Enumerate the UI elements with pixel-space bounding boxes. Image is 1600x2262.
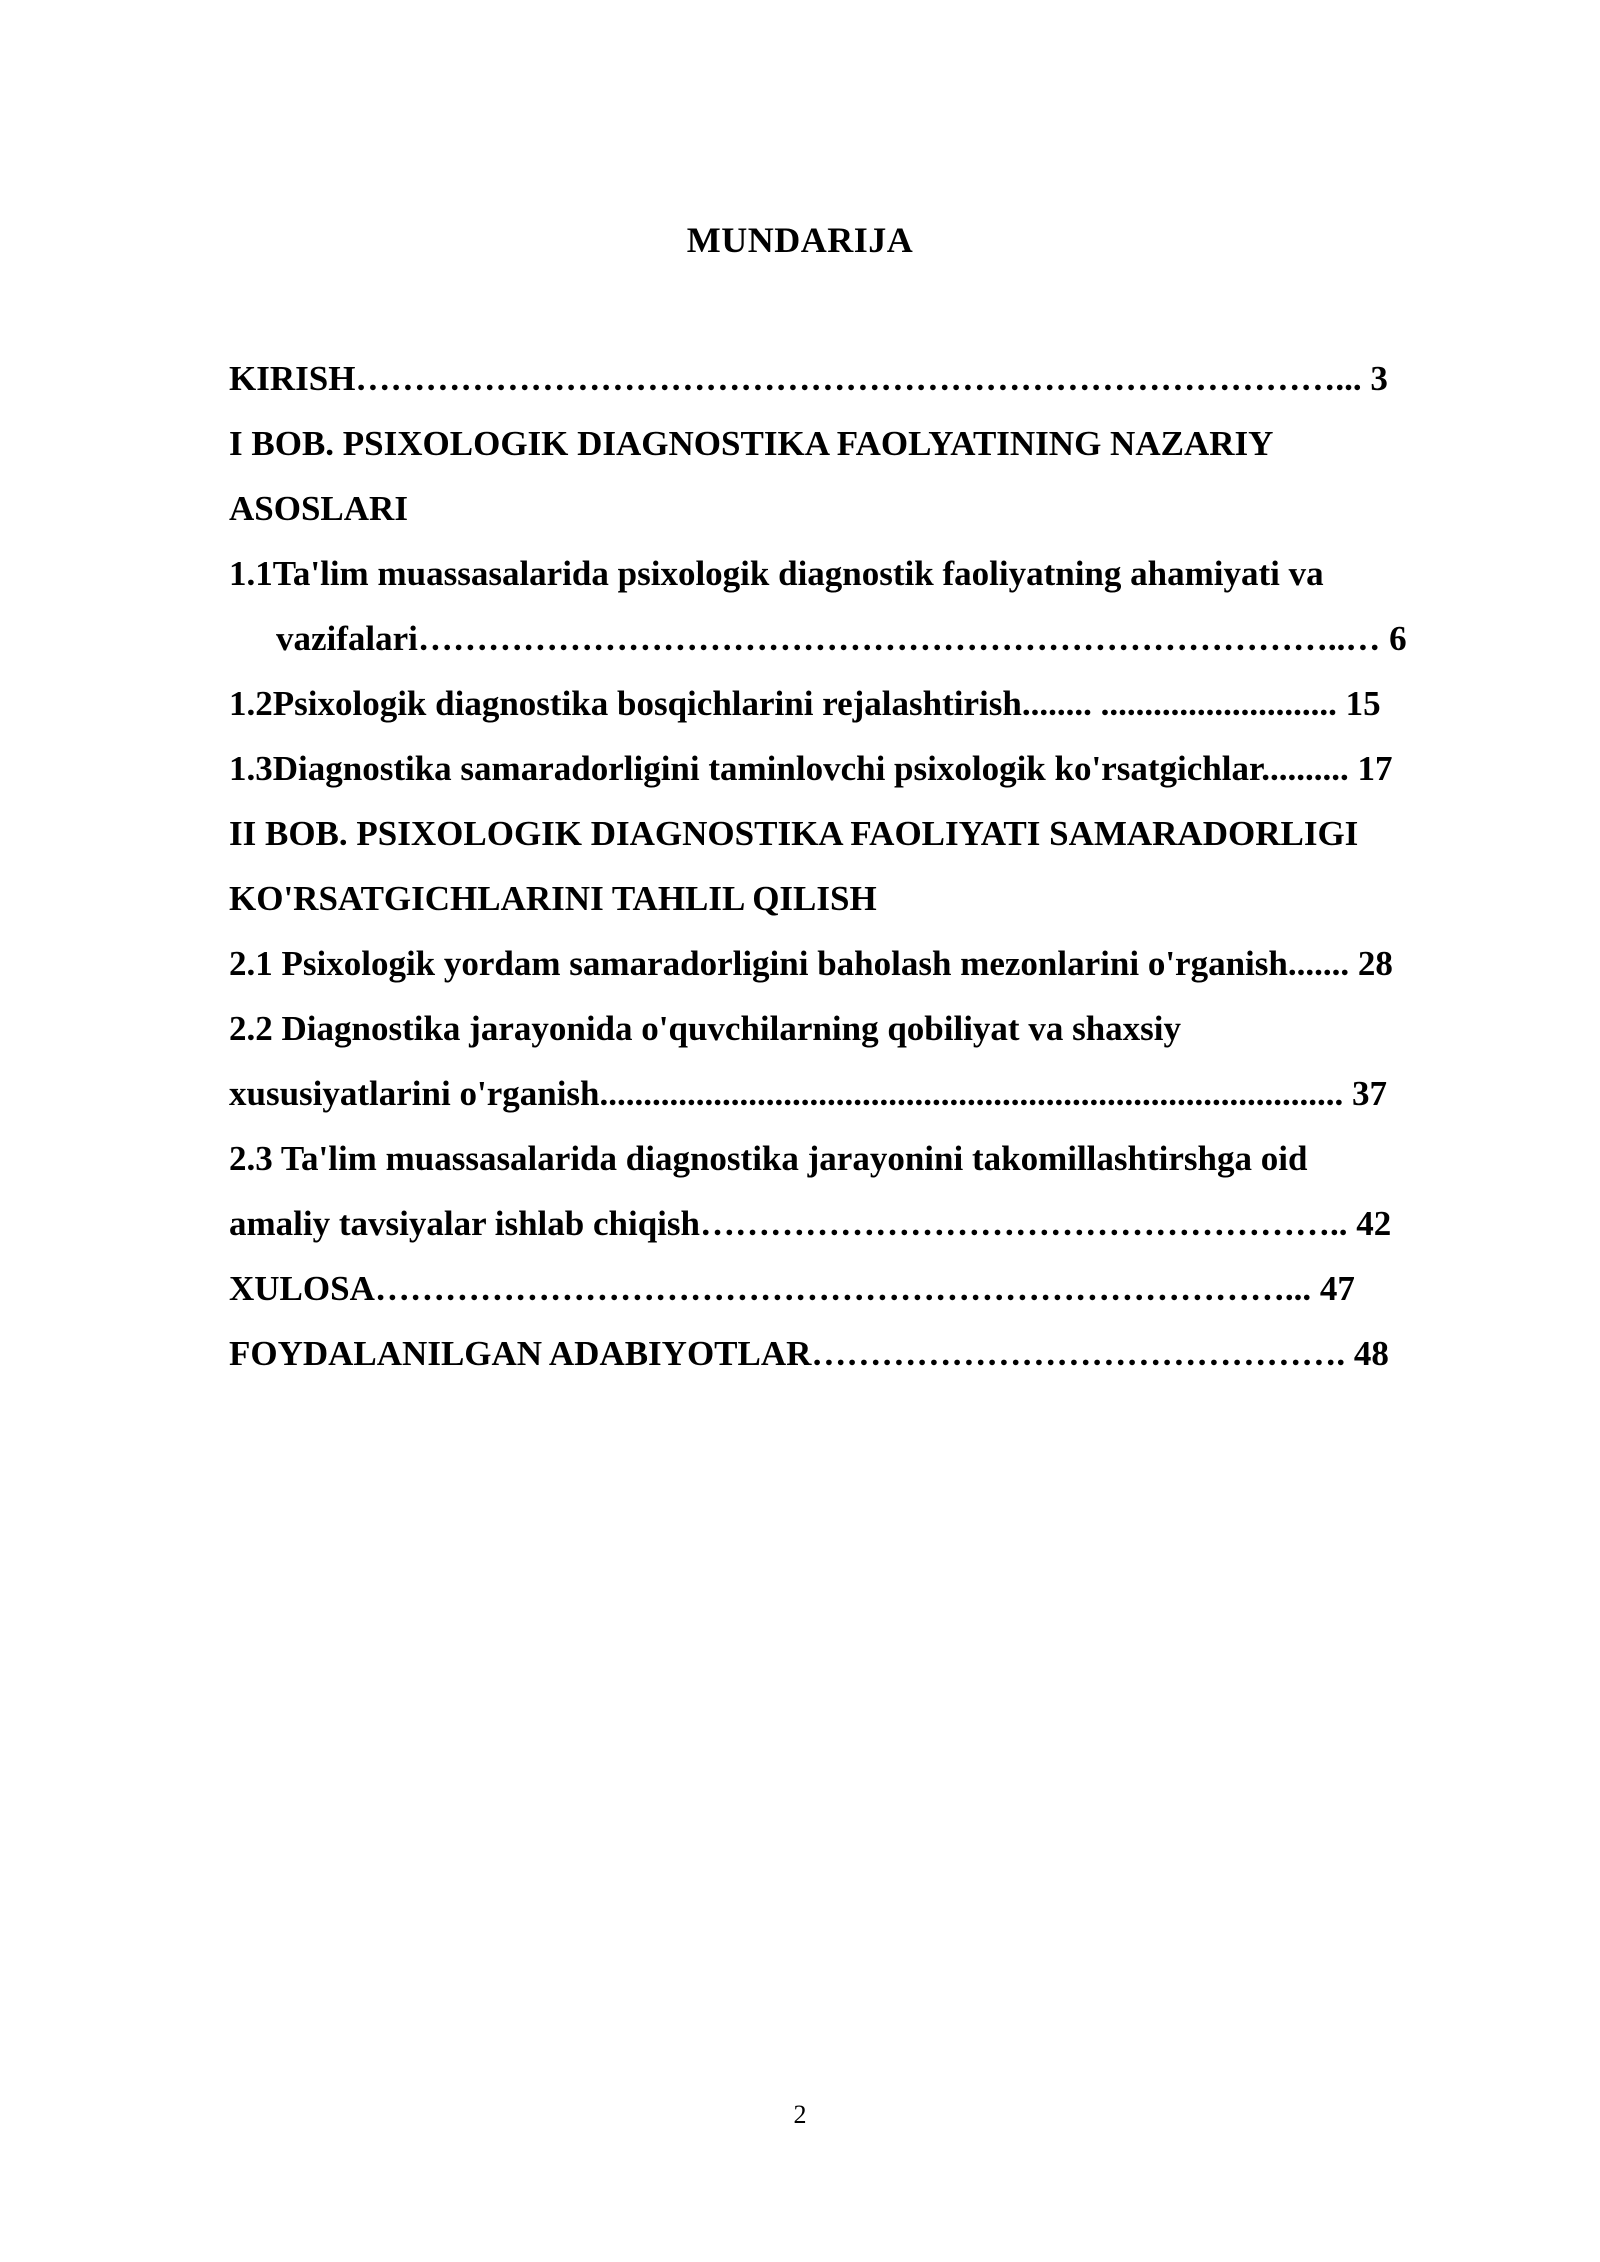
- toc-entry-2-2: 2.2 Diagnostika jarayonida o'quvchilarning qobiliyat va shaxsiy: [229, 1009, 1182, 1048]
- toc-entry-1-1: 1.1Ta'lim muassasalarida psixologik diagnostik faoliyatning ahamiyati va: [229, 554, 1324, 593]
- toc-chapter-2-heading: II BOB. PSIXOLOGIK DIAGNOSTIKA FAOLIYATI SAMARADORLIGI: [229, 814, 1359, 853]
- page-number: 2: [793, 2100, 807, 2129]
- toc-chapter-1-heading: I BOB. PSIXOLOGIK DIAGNOSTIKA FAOLYATINING NAZARIY: [229, 424, 1274, 463]
- toc-chapter-1-heading-cont: ASOSLARI: [229, 489, 408, 528]
- toc-entry-1-3: 1.3Diagnostika samaradorligini taminlovchi psixologik ko'rsatgichlar.......... 17: [229, 749, 1393, 788]
- toc-entry-kirish: KIRISH…………………………………………………………………………... 3: [229, 359, 1388, 398]
- toc-entry-2-1: 2.1 Psixologik yordam samaradorligini baholash mezonlarini o'rganish....... 28: [229, 944, 1393, 983]
- toc-entry-1-1-cont: vazifalari……………………………………………………………………..… 6: [276, 619, 1407, 658]
- table-of-contents: [229, 346, 1489, 1386]
- toc-entry-2-2-cont: xususiyatlarini o'rganish..................................................................................... 37: [229, 1074, 1388, 1113]
- toc-entry-2-3-cont: amaliy tavsiyalar ishlab chiqish……………………………………………….. 42: [229, 1204, 1392, 1243]
- toc-chapter-2-heading-cont: KO'RSATGICHLARINI TAHLIL QILISH: [229, 879, 877, 918]
- toc-entry-1-2: 1.2Psixologik diagnostika bosqichlarini rejalashtirish........ ........................... 15: [229, 684, 1381, 723]
- toc-entry-xulosa: XULOSA……………………………………………………………………... 47: [229, 1269, 1355, 1308]
- toc-entry-2-3: 2.3 Ta'lim muassasalarida diagnostika jarayonini takomillashtirshga oid: [229, 1139, 1308, 1178]
- page-title: MUNDARIJA: [686, 220, 914, 260]
- toc-entry-foydalanilgan-adabiyotlar: FOYDALANILGAN ADABIYOTLAR………………………………………. 48: [229, 1334, 1389, 1373]
